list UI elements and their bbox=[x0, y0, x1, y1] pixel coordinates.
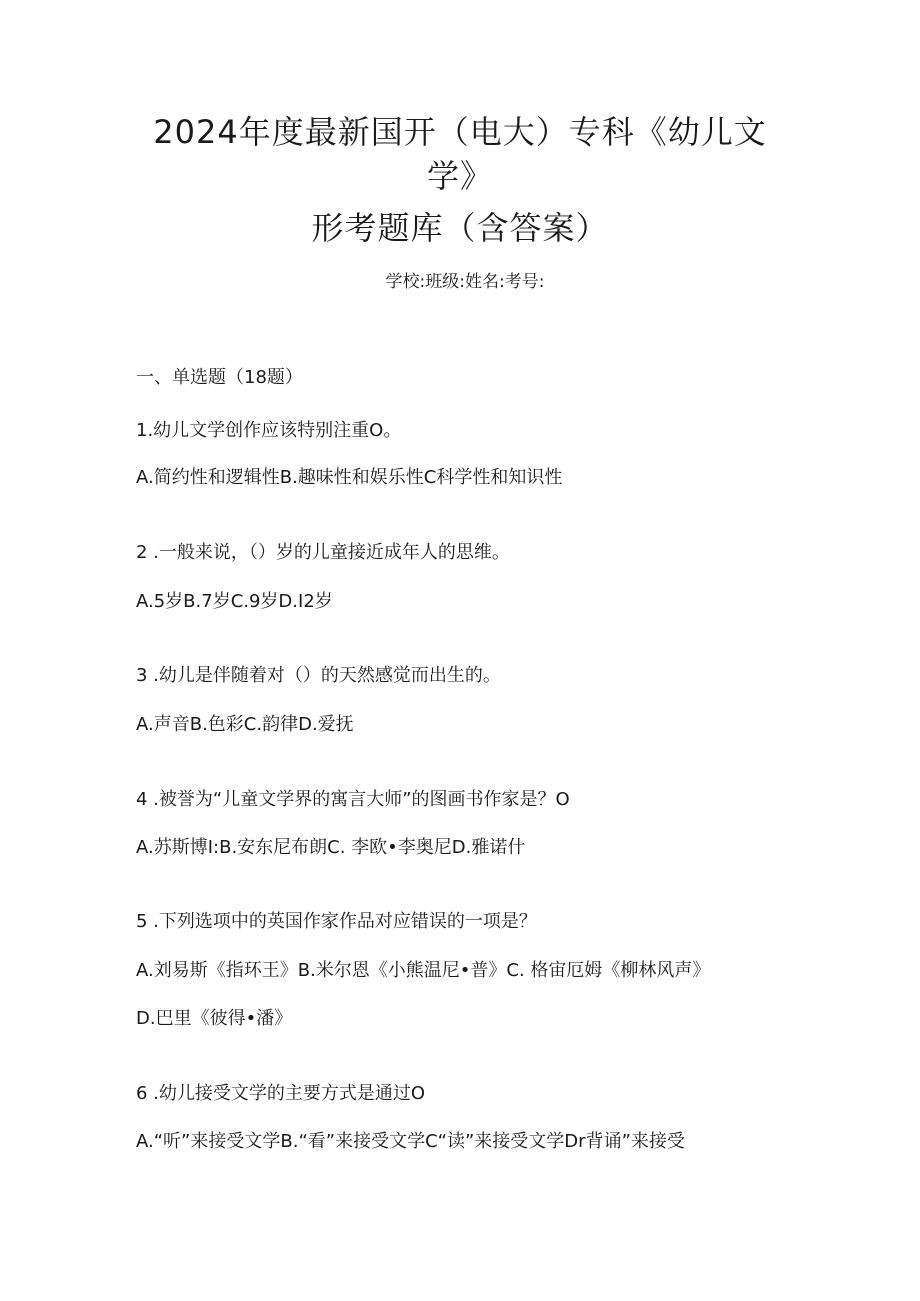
question-options: A.5岁B.7岁C.9岁D.I2岁 bbox=[136, 591, 333, 612]
question-stem: 5 .下列选项中的英国作家作品对应错误的一项是？ bbox=[136, 911, 537, 932]
question-stem: 6 .幼儿接受文学的主要方式是通过O bbox=[136, 1083, 426, 1104]
question-stem: 4 .被誉为“儿童文学界的寓言大师”的图画书作家是？O bbox=[136, 789, 570, 810]
title-line-2: 学》 bbox=[426, 157, 493, 195]
question-options: A.刘易斯《指环王》B.米尔恩《小熊温尼•普》C. 格宙厄姆《柳林风声》 bbox=[136, 960, 711, 981]
question-stem: 3 .幼儿是伴随着对（）的天然感觉而出生的。 bbox=[136, 665, 501, 686]
title-line-1: 2024年度最新国开（电大）专科《幼儿文 bbox=[153, 113, 767, 151]
question-options-continued: D.巴里《彼得•潘》 bbox=[136, 1008, 293, 1029]
question-stem: 2 .一般来说，（）岁的儿童接近成年人的思维。 bbox=[136, 542, 510, 563]
question-options: A.苏斯博I:B.安东尼布朗C. 李欧•李奥尼D.雅诺什 bbox=[136, 837, 526, 858]
question-options: A.简约性和逻辑性B.趣味性和娱乐性C科学性和知识性 bbox=[136, 467, 563, 488]
title-line-3: 形考题库（含答案） bbox=[311, 209, 609, 247]
student-info-line: 学校:班级:姓名:考号: bbox=[385, 272, 545, 292]
question-options: A.“听”来接受文学B.“看”来接受文学C“读”来接受文学Dr背诵”来接受 bbox=[136, 1131, 685, 1152]
section-heading: 一、单选题（18题） bbox=[136, 367, 303, 388]
question-options: A.声音B.色彩C.韵律D.爱抚 bbox=[136, 714, 354, 735]
question-stem: 1.幼儿文学创作应该特别注重O。 bbox=[136, 420, 402, 441]
document-title bbox=[0, 110, 920, 250]
